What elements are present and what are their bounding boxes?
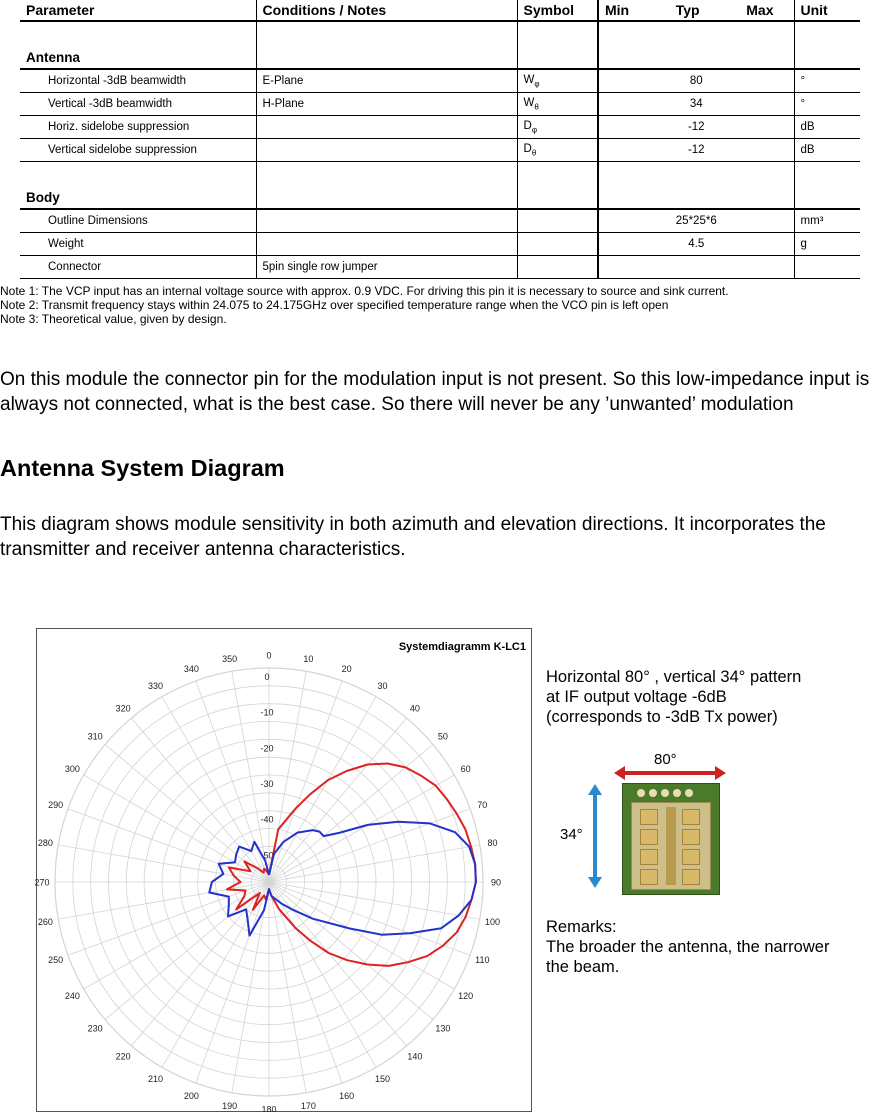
grid-spoke bbox=[269, 882, 470, 955]
width-label: 80° bbox=[654, 751, 677, 768]
angle-tick-label: 70 bbox=[477, 800, 487, 810]
table-row bbox=[20, 116, 860, 139]
paragraph-diagram: This diagram shows module sensitivity in both azimuth and elevation directions. It incorporates the transmitter and receiver antenna characteristics. bbox=[0, 512, 881, 562]
angle-tick-label: 250 bbox=[48, 955, 63, 965]
cell-symbol bbox=[517, 209, 598, 233]
angle-tick-label: 60 bbox=[461, 764, 471, 774]
angle-tick-label: 190 bbox=[222, 1101, 237, 1111]
antenna-area bbox=[631, 802, 711, 890]
header-min: Min bbox=[605, 2, 629, 18]
radial-tick-label: -20 bbox=[260, 743, 273, 753]
patch-antenna-icon bbox=[682, 869, 700, 885]
header-conditions: Conditions / Notes bbox=[256, 0, 517, 21]
height-arrow-icon bbox=[588, 784, 602, 888]
patch-antenna-icon bbox=[640, 869, 658, 885]
table-row bbox=[20, 256, 860, 279]
cell-conditions: H-Plane bbox=[256, 93, 517, 116]
header-parameter: Parameter bbox=[20, 0, 256, 21]
section-title: Antenna bbox=[20, 21, 256, 69]
note-1: Note 1: The VCP input has an internal voltage source with approx. 0.9 VDC. For driving this pin it is necessary to source and sink current. bbox=[0, 284, 860, 298]
angle-tick-label: 340 bbox=[184, 664, 199, 674]
grid-spoke bbox=[196, 882, 269, 1083]
angle-tick-label: 130 bbox=[435, 1023, 450, 1033]
cell-unit: ° bbox=[794, 93, 860, 116]
remarks-caption bbox=[546, 917, 829, 977]
radial-tick-label: -30 bbox=[260, 779, 273, 789]
cell-parameter: Weight bbox=[20, 233, 256, 256]
angle-tick-label: 350 bbox=[222, 654, 237, 664]
symbol-letter: W bbox=[524, 97, 535, 109]
radial-tick-label: -50 bbox=[260, 850, 273, 860]
angle-tick-label: 50 bbox=[438, 732, 448, 742]
section-title: Body bbox=[20, 162, 256, 210]
cell-parameter: Vertical sidelobe suppression bbox=[20, 139, 256, 162]
grid-spoke bbox=[269, 809, 470, 882]
symbol-subscript: φ bbox=[532, 125, 537, 134]
feed-line bbox=[666, 807, 676, 885]
angle-tick-label: 320 bbox=[116, 704, 131, 714]
pattern-caption-line: (corresponds to -3dB Tx power) bbox=[546, 707, 801, 727]
table-row bbox=[20, 233, 860, 256]
patch-antenna-icon bbox=[640, 809, 658, 825]
cell-parameter: Outline Dimensions bbox=[20, 209, 256, 233]
connector-pin-icon bbox=[661, 789, 669, 797]
cell-conditions: 5pin single row jumper bbox=[256, 256, 517, 279]
symbol-subscript: θ bbox=[534, 102, 538, 111]
symbol-letter: D bbox=[524, 143, 532, 155]
angle-tick-label: 20 bbox=[342, 664, 352, 674]
cell-unit: g bbox=[794, 233, 860, 256]
angle-tick-label: 170 bbox=[301, 1101, 316, 1111]
cell-typ: -12 bbox=[598, 139, 794, 162]
paragraph-modulation: On this module the connector pin for the modulation input is not present. So this low-impedance input is always not connected, what is the best case. So there will never be any ’unwanted’ modulation bbox=[0, 367, 881, 417]
angle-tick-label: 0 bbox=[266, 651, 271, 661]
section-row-body bbox=[20, 162, 860, 210]
pattern-caption-line: Horizontal 80° , vertical 34° pattern bbox=[546, 667, 801, 687]
spec-table bbox=[20, 0, 860, 279]
cell-unit: mm³ bbox=[794, 209, 860, 233]
cell-unit: ° bbox=[794, 69, 860, 93]
header-max: Max bbox=[746, 2, 773, 18]
polar-chart-frame bbox=[36, 628, 532, 1112]
angle-tick-label: 150 bbox=[375, 1074, 390, 1084]
symbol-letter: D bbox=[524, 120, 532, 132]
cell-conditions bbox=[256, 139, 517, 162]
table-row bbox=[20, 139, 860, 162]
polar-chart bbox=[37, 629, 531, 1111]
angle-tick-label: 270 bbox=[34, 878, 49, 888]
radial-tick-label: -10 bbox=[260, 708, 273, 718]
pattern-caption bbox=[546, 667, 801, 727]
section-row-antenna bbox=[20, 21, 860, 69]
patch-antenna-icon bbox=[640, 829, 658, 845]
notes-block bbox=[0, 284, 860, 326]
cell-unit: dB bbox=[794, 139, 860, 162]
section-heading: Antenna System Diagram bbox=[0, 455, 285, 482]
remarks-line: Remarks: bbox=[546, 917, 829, 937]
connector-pin-icon bbox=[649, 789, 657, 797]
cell-unit: dB bbox=[794, 116, 860, 139]
grid-spoke bbox=[269, 882, 342, 1083]
angle-tick-label: 210 bbox=[148, 1074, 163, 1084]
patch-antenna-icon bbox=[640, 849, 658, 865]
cell-typ: 25*25*6 bbox=[598, 209, 794, 233]
cell-symbol bbox=[517, 69, 598, 93]
cell-typ bbox=[598, 256, 794, 279]
cell-conditions bbox=[256, 116, 517, 139]
cell-typ: 80 bbox=[598, 69, 794, 93]
angle-tick-label: 240 bbox=[65, 991, 80, 1001]
angle-tick-label: 260 bbox=[38, 917, 53, 927]
table-row bbox=[20, 209, 860, 233]
cell-parameter: Horiz. sidelobe suppression bbox=[20, 116, 256, 139]
remarks-line: The broader the antenna, the narrower bbox=[546, 937, 829, 957]
grid-spoke bbox=[196, 681, 269, 882]
angle-tick-label: 200 bbox=[184, 1091, 199, 1101]
note-2: Note 2: Transmit frequency stays within 24.075 to 24.175GHz over specified temperature range when the VCO pin is left open bbox=[0, 298, 860, 312]
angle-tick-label: 330 bbox=[148, 681, 163, 691]
header-typ: Typ bbox=[676, 2, 700, 18]
angle-tick-label: 140 bbox=[407, 1051, 422, 1061]
width-arrow-icon bbox=[614, 766, 726, 780]
table-header-row bbox=[20, 0, 860, 21]
cell-symbol bbox=[517, 93, 598, 116]
cell-unit bbox=[794, 256, 860, 279]
table-row bbox=[20, 93, 860, 116]
angle-tick-label: 220 bbox=[116, 1051, 131, 1061]
chart-title: Systemdiagramm K-LC1 bbox=[399, 641, 526, 653]
remarks-line: the beam. bbox=[546, 957, 829, 977]
cell-conditions bbox=[256, 233, 517, 256]
cell-parameter: Connector bbox=[20, 256, 256, 279]
cell-symbol bbox=[517, 139, 598, 162]
connector-pin-icon bbox=[637, 789, 645, 797]
symbol-letter: W bbox=[524, 74, 535, 86]
cell-parameter: Vertical -3dB beamwidth bbox=[20, 93, 256, 116]
header-symbol: Symbol bbox=[517, 0, 598, 21]
grid-spoke bbox=[68, 809, 269, 882]
patch-antenna-icon bbox=[682, 829, 700, 845]
patch-antenna-icon bbox=[682, 809, 700, 825]
cell-parameter: Horizontal -3dB beamwidth bbox=[20, 69, 256, 93]
cell-symbol bbox=[517, 116, 598, 139]
angle-tick-label: 110 bbox=[475, 955, 489, 965]
header-min-typ-max bbox=[598, 0, 794, 21]
cell-typ: 4.5 bbox=[598, 233, 794, 256]
cell-conditions bbox=[256, 209, 517, 233]
cell-conditions: E-Plane bbox=[256, 69, 517, 93]
angle-tick-label: 10 bbox=[303, 654, 313, 664]
angle-tick-label: 30 bbox=[377, 681, 387, 691]
angle-tick-label: 280 bbox=[38, 838, 53, 848]
angle-tick-label: 100 bbox=[485, 917, 500, 927]
symbol-subscript: φ bbox=[534, 79, 539, 88]
angle-tick-label: 40 bbox=[410, 704, 420, 714]
height-label: 34° bbox=[560, 826, 583, 843]
angle-tick-label: 160 bbox=[339, 1091, 354, 1101]
header-unit: Unit bbox=[794, 0, 860, 21]
angle-tick-label: 290 bbox=[48, 800, 63, 810]
radar-module-image bbox=[622, 783, 720, 895]
cell-symbol bbox=[517, 256, 598, 279]
angle-tick-label: 80 bbox=[488, 838, 498, 848]
table-row bbox=[20, 69, 860, 93]
angle-tick-label: 90 bbox=[491, 878, 501, 888]
grid-spoke bbox=[68, 882, 269, 955]
symbol-subscript: θ bbox=[532, 148, 536, 157]
cell-typ: 34 bbox=[598, 93, 794, 116]
cell-symbol bbox=[517, 233, 598, 256]
angle-tick-label: 310 bbox=[88, 732, 103, 742]
angle-tick-label: 230 bbox=[88, 1023, 103, 1033]
angle-tick-label: 120 bbox=[458, 991, 473, 1001]
radial-tick-label: -40 bbox=[260, 815, 273, 825]
pattern-caption-line: at IF output voltage -6dB bbox=[546, 687, 801, 707]
grid-spoke bbox=[269, 681, 342, 882]
note-3: Note 3: Theoretical value, given by design. bbox=[0, 312, 860, 326]
angle-tick-label: 300 bbox=[65, 764, 80, 774]
radial-tick-label: 0 bbox=[264, 672, 269, 682]
cell-typ: -12 bbox=[598, 116, 794, 139]
connector-pin-icon bbox=[685, 789, 693, 797]
connector-pin-icon bbox=[673, 789, 681, 797]
patch-antenna-icon bbox=[682, 849, 700, 865]
angle-tick-label: 180 bbox=[261, 1105, 276, 1112]
